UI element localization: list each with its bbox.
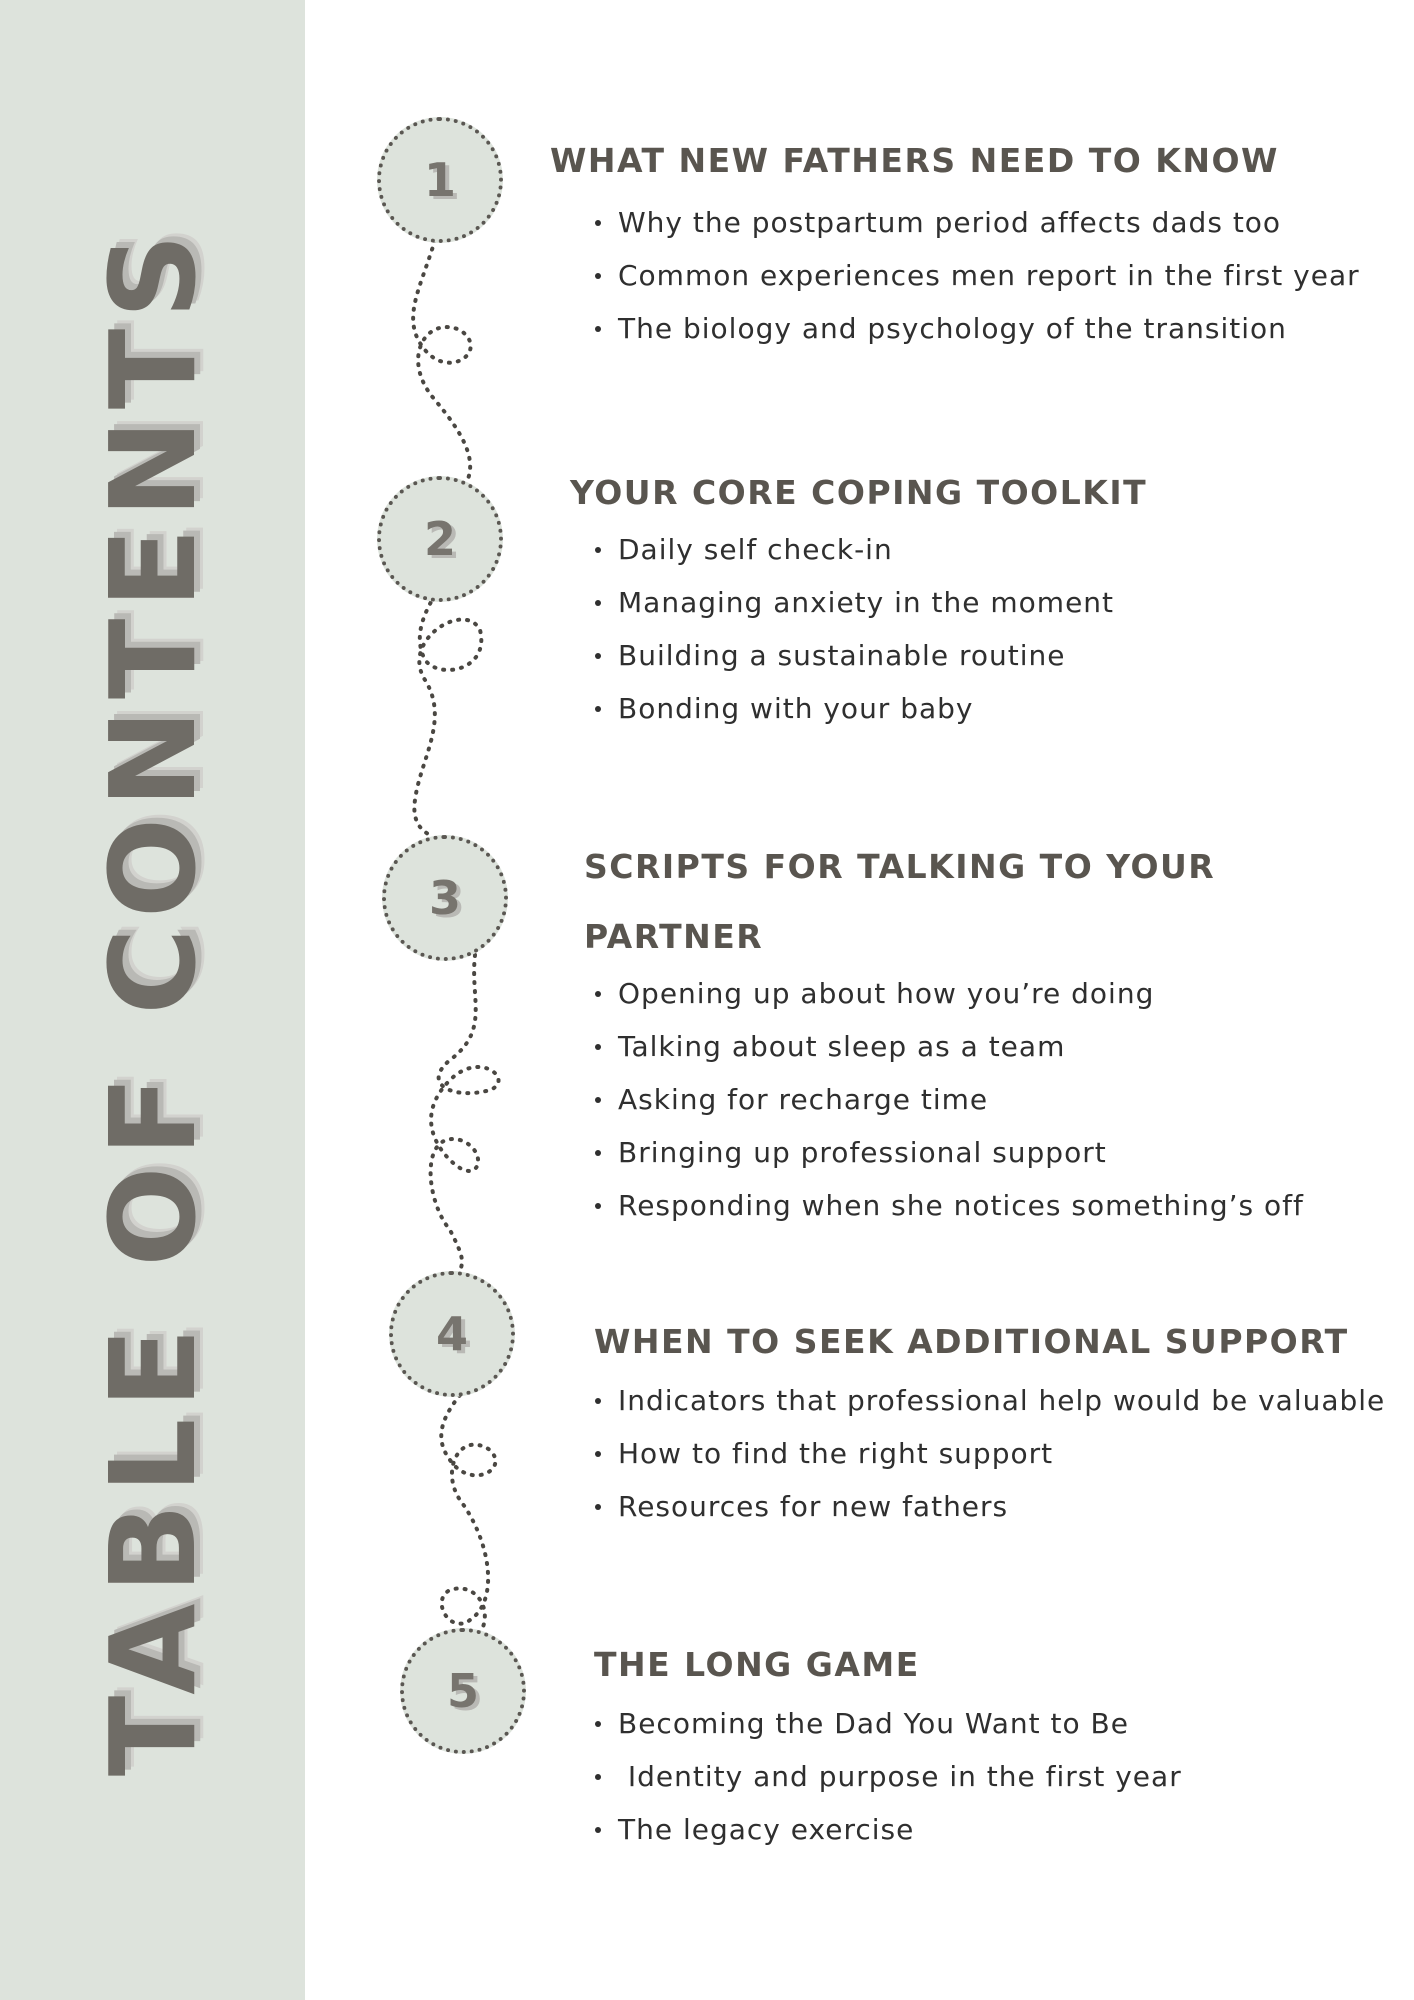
section-items — [590, 523, 1330, 735]
list-item: Common experiences men report in the first year — [590, 249, 1330, 302]
toc-section — [570, 458, 1330, 735]
section-items — [590, 1697, 1374, 1856]
list-item: Talking about sleep as a team — [590, 1020, 1264, 1073]
list-item: Opening up about how you’re doing — [590, 967, 1264, 1020]
list-item: Identity and purpose in the first year — [590, 1750, 1374, 1803]
list-item: Becoming the Dad You Want to Be — [590, 1697, 1374, 1750]
toc-section — [550, 126, 1360, 355]
section-title: WHEN TO SEEK ADDITIONAL SUPPORT — [594, 1322, 1349, 1361]
section-items — [590, 1374, 1394, 1533]
toc-section — [594, 1307, 1394, 1533]
list-item: How to find the right support — [590, 1427, 1394, 1480]
list-item: Responding when she notices something’s off — [590, 1179, 1264, 1232]
list-item: Indicators that professional help would be valuable — [590, 1374, 1394, 1427]
page-title: TABLE OF CONTENTS — [83, 223, 222, 1777]
toc-section — [584, 832, 1304, 1232]
list-item: Resources for new fathers — [590, 1480, 1394, 1533]
section-title: YOUR CORE COPING TOOLKIT — [570, 473, 1148, 512]
list-item: Bonding with your baby — [590, 682, 1330, 735]
list-item: The biology and psychology of the transition — [590, 302, 1330, 355]
section-title: THE LONG GAME — [594, 1645, 920, 1684]
section-number-circle: 3 — [382, 835, 508, 961]
section-title: SCRIPTS FOR TALKING TO YOUR PARTNER — [584, 847, 1216, 956]
sidebar — [0, 0, 305, 2000]
section-number-circle: 5 — [400, 1628, 526, 1754]
list-item: The legacy exercise — [590, 1803, 1374, 1856]
list-item: Why the postpartum period affects dads too — [590, 196, 1330, 249]
section-items — [590, 196, 1360, 355]
section-number-circle: 2 — [377, 476, 503, 602]
list-item: Managing anxiety in the moment — [590, 576, 1330, 629]
list-item: Daily self check-in — [590, 523, 1330, 576]
section-number-circle: 4 — [389, 1271, 515, 1397]
list-item: Building a sustainable routine — [590, 629, 1330, 682]
list-item: Asking for recharge time — [590, 1073, 1264, 1126]
toc-section — [594, 1630, 1374, 1856]
section-number-circle: 1 — [377, 117, 503, 243]
section-title: WHAT NEW FATHERS NEED TO KNOW — [550, 141, 1279, 180]
section-items — [590, 967, 1304, 1232]
list-item: Bringing up professional support — [590, 1126, 1264, 1179]
